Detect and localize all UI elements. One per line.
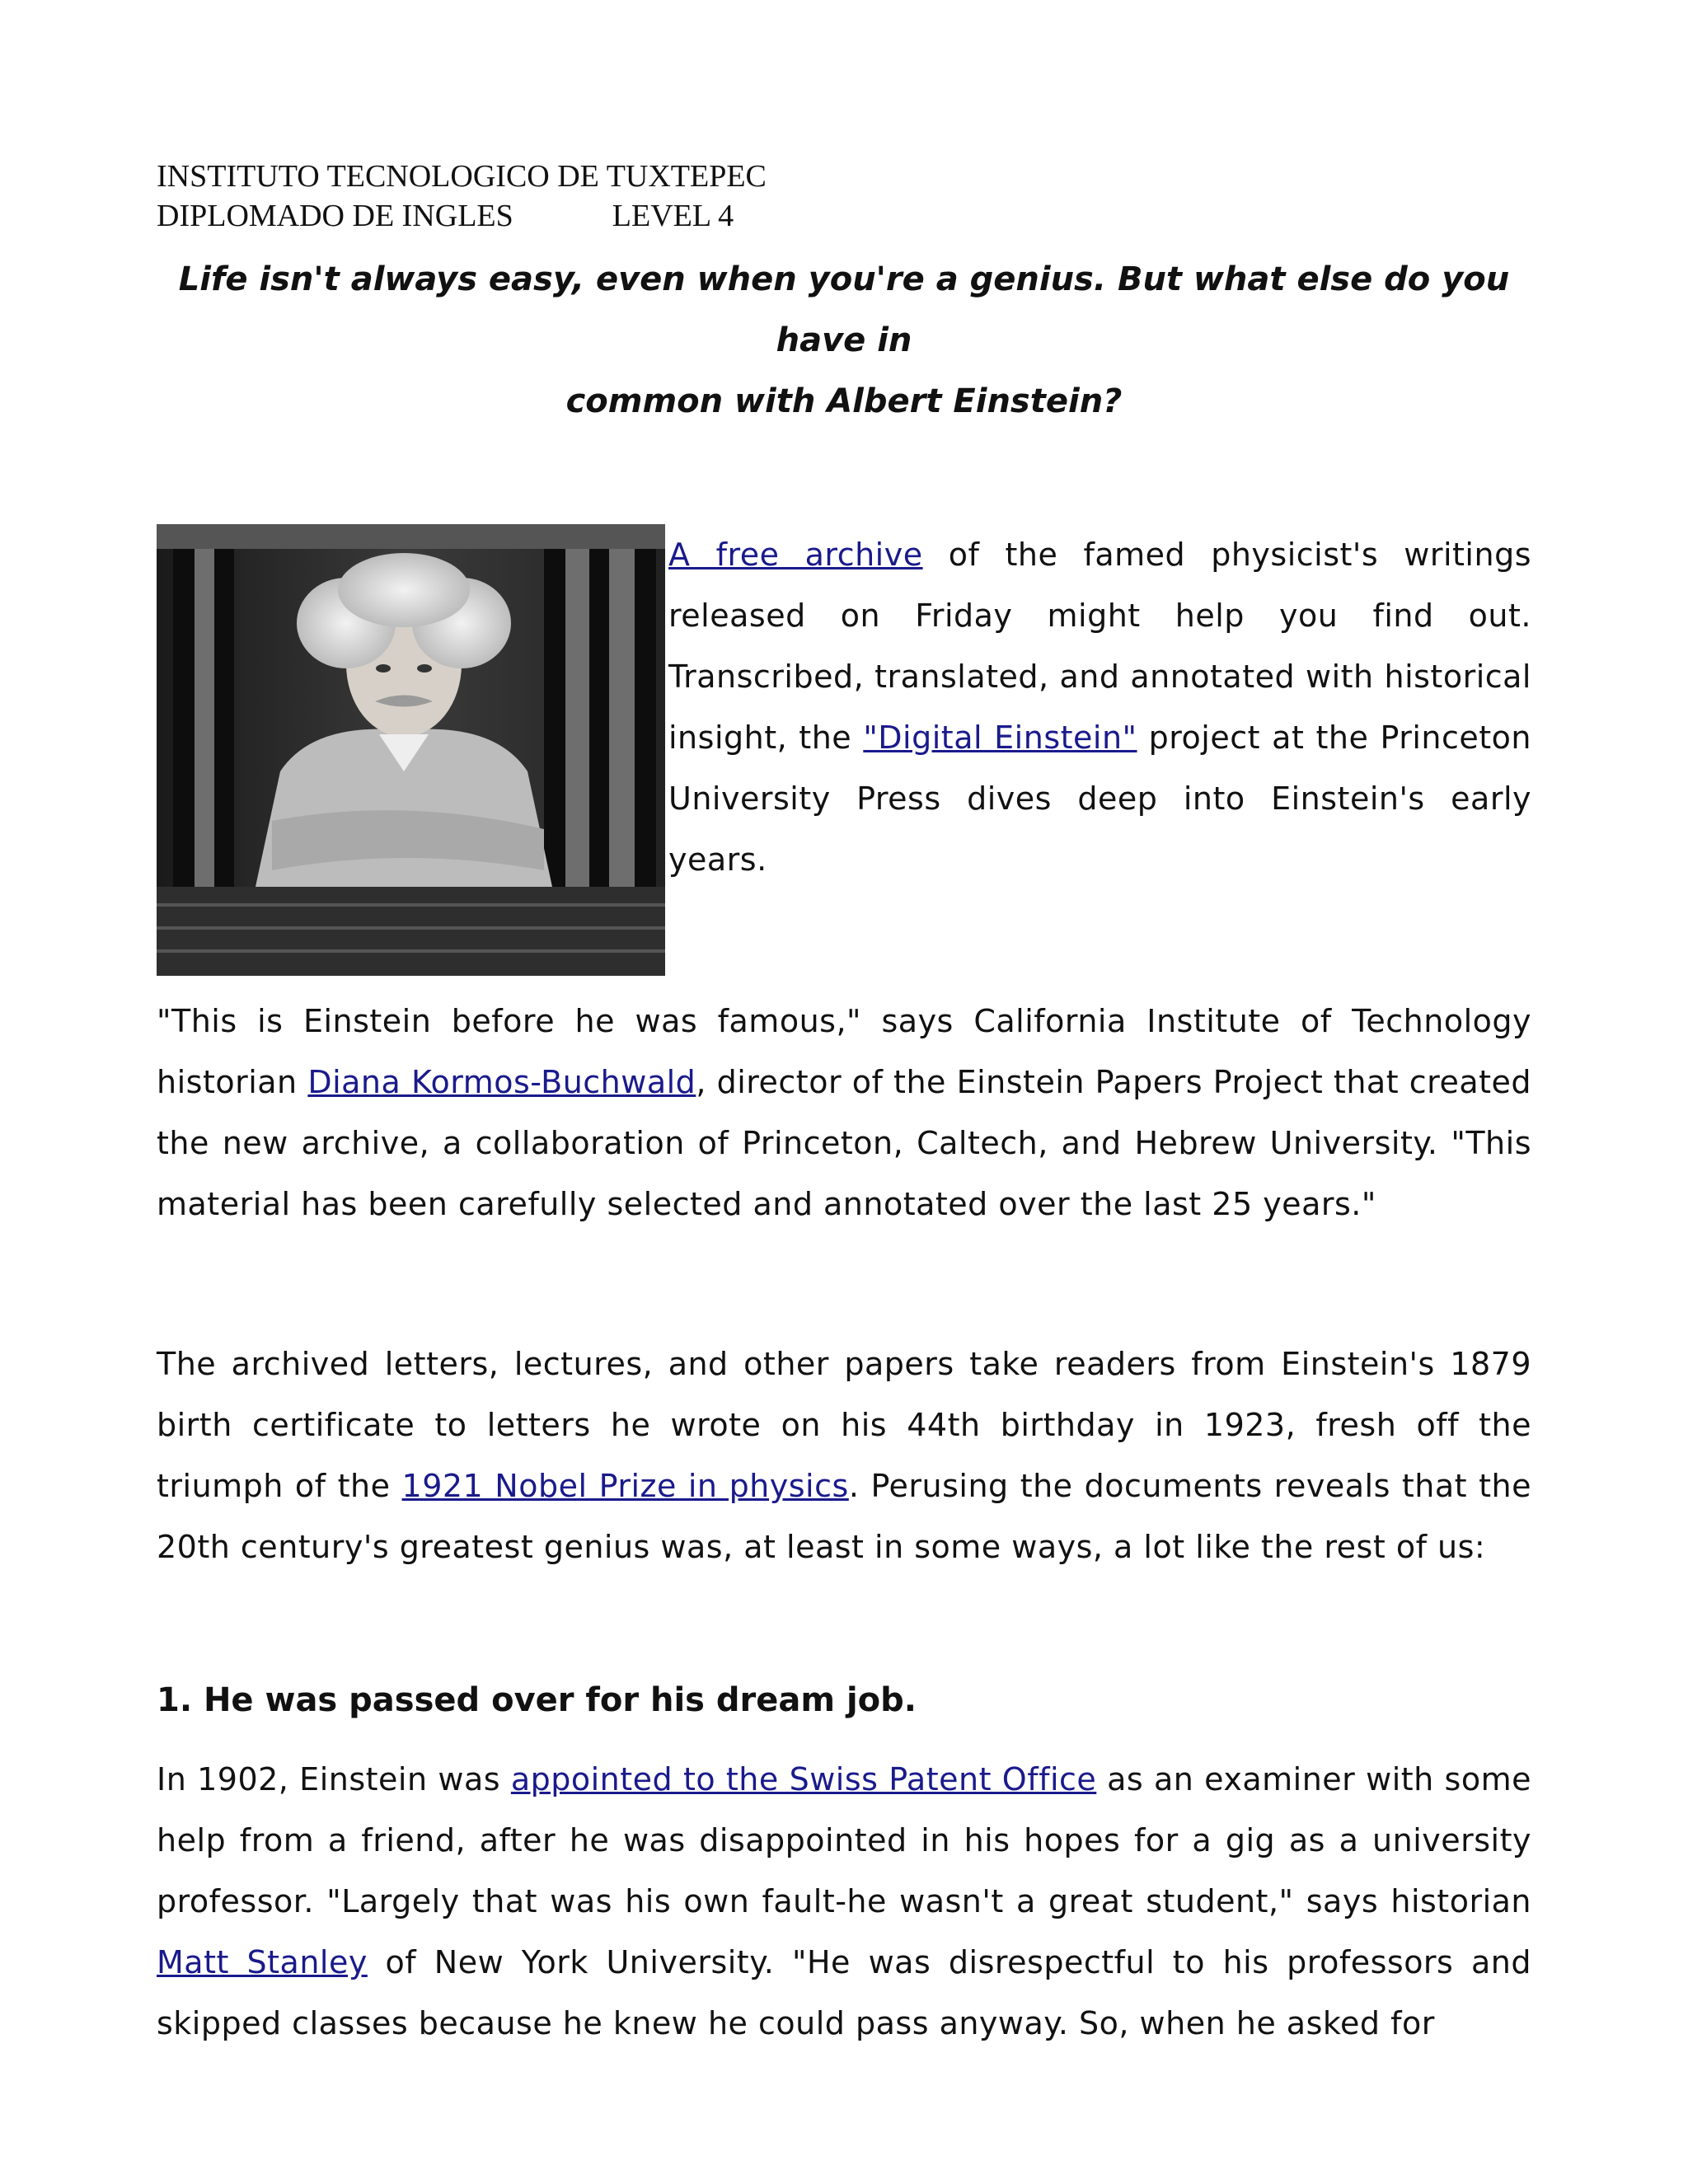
headline-line-2: common with Albert Einstein? — [565, 382, 1123, 420]
diana-kormos-buchwald-link[interactable]: Diana Kormos-Buchwald — [307, 1064, 696, 1100]
section-1-paragraph — [157, 1749, 1531, 2054]
paragraph-archive-text-2: project at the Princeton University Press dives deep into Einstein's early years. — [668, 719, 1531, 878]
paragraph-archive-text-1: of the famed physicist's writings released on Friday might help you find out. Transcribed, translated, and annotated with historical insight, the — [668, 537, 1531, 756]
section-1-title: 1. He was passed over for his dream job. — [157, 1681, 917, 1719]
swiss-patent-office-link[interactable]: appointed to the Swiss Patent Office — [510, 1761, 1097, 1797]
paragraph-letters-text-2: . Perusing the documents reveals that the 20th century's greatest genius was, at least in some ways, a lot like the rest of us: — [157, 1468, 1531, 1565]
digital-einstein-link[interactable]: "Digital Einstein" — [863, 719, 1137, 756]
document-header — [157, 157, 1531, 236]
course-name: DIPLOMADO DE INGLES — [157, 199, 513, 233]
headline — [157, 249, 1531, 432]
institution-name: INSTITUTO TECNOLOGICO DE TUXTEPEC — [157, 159, 767, 194]
paragraph-quote — [157, 991, 1531, 1235]
section-1-text-2: as an examiner with some help from a friend, after he was disappointed in his hopes for a gig as a university professor. "Largely that was his own fault-he wasn't a great student," says historian — [157, 1761, 1531, 1919]
paragraph-letters-text-1: The archived letters, lectures, and other papers take readers from Einstein's 1879 birth certificate to letters he wrote on his 44th birthday in 1923, fresh off the triumph of the — [157, 1346, 1531, 1504]
course-line — [157, 196, 1531, 236]
einstein-photo — [157, 524, 665, 976]
document-page — [157, 157, 1531, 2054]
matt-stanley-link[interactable]: Matt Stanley — [157, 1944, 368, 1980]
course-level: LEVEL 4 — [612, 199, 734, 233]
nobel-prize-link[interactable]: 1921 Nobel Prize in physics — [401, 1468, 849, 1504]
einstein-photo-image — [157, 524, 665, 976]
headline-line-1: Life isn't always easy, even when you're a genius. But what else do you have in — [178, 260, 1510, 359]
paragraph-quote-text-2: , director of the Einstein Papers Project that created the new archive, a collaboration of Princeton, Caltech, and Hebrew University. "This material has been carefully selected and annotated over the last 25 years." — [157, 1064, 1532, 1222]
section-1-text-3: of New York University. "He was disrespectful to his professors and skipped classes because he knew he could pass anyway. So, when he asked for — [157, 1944, 1531, 2041]
paragraph-archived-letters — [157, 1333, 1531, 1577]
free-archive-link[interactable]: A free archive — [668, 537, 923, 573]
section-1-text-1: In 1902, Einstein was — [157, 1761, 511, 1797]
paragraph-quote-text-1: "This is Einstein before he was famous," says California Institute of Technology historian — [157, 1003, 1531, 1100]
